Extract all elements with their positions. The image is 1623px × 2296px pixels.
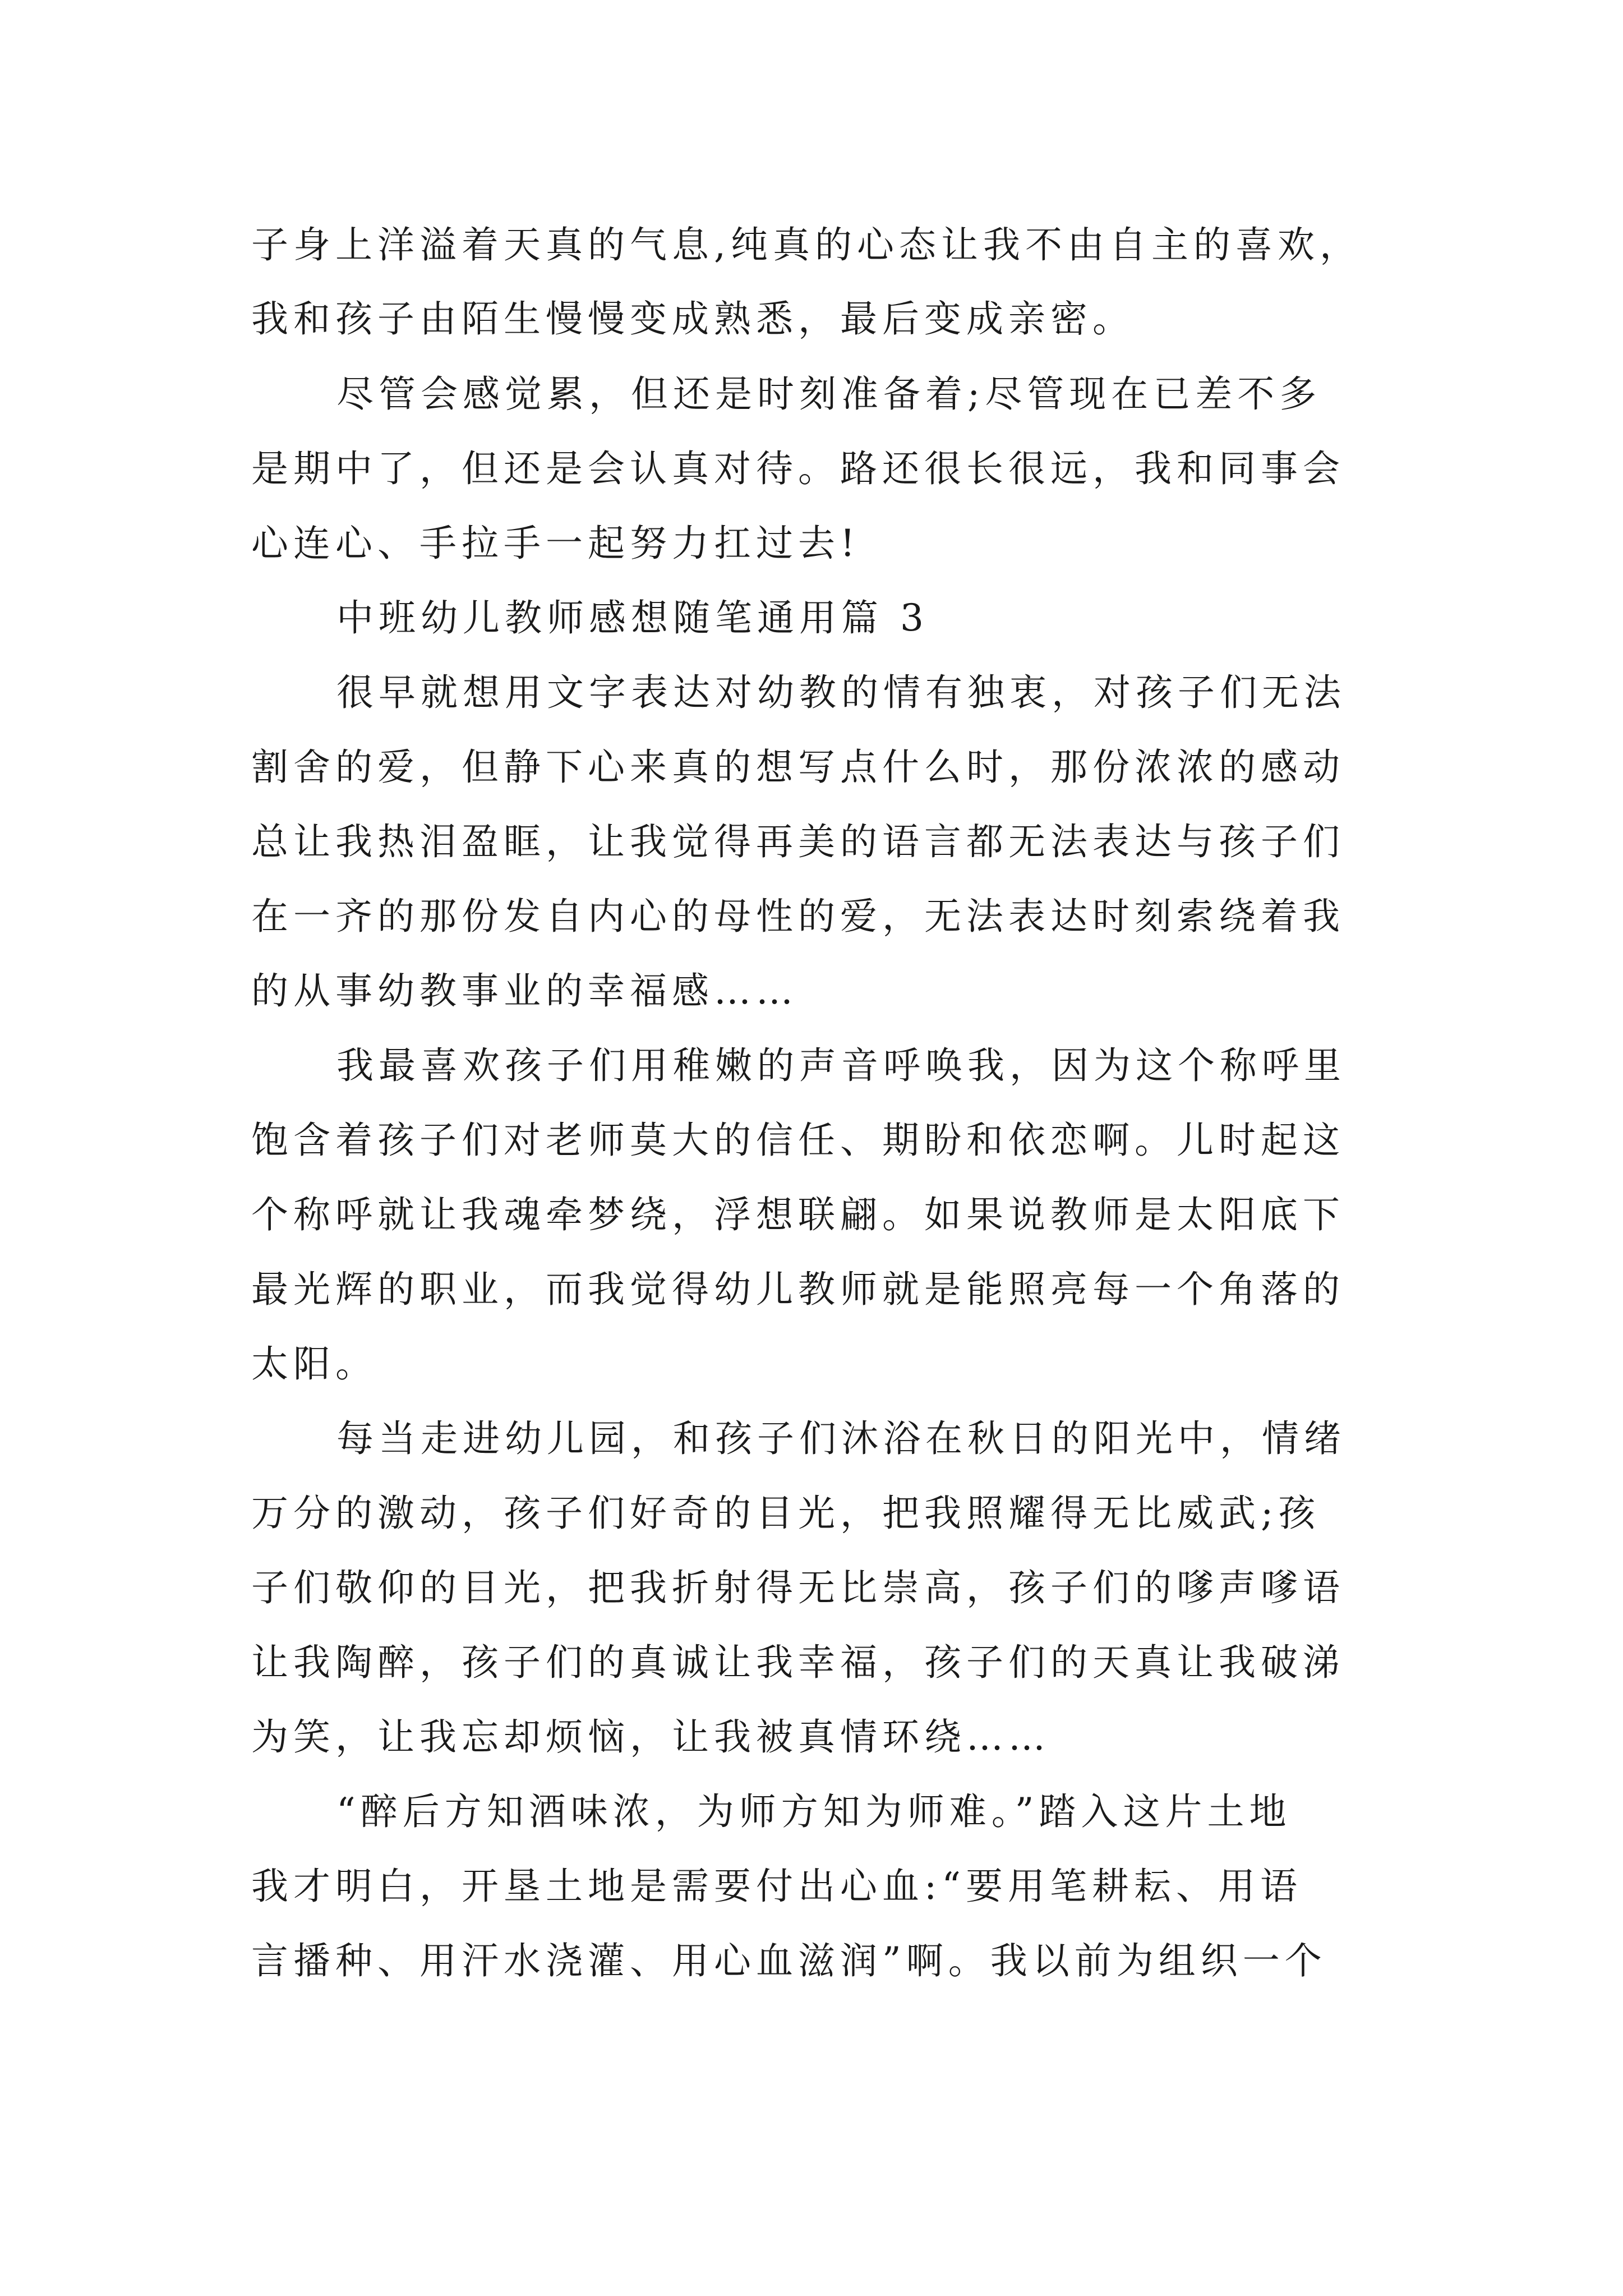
text-line: 让我陶醉，孩子们的真诚让我幸福，孩子们的天真让我破涕 <box>251 1641 1345 1684</box>
text-line: 我最喜欢孩子们用稚嫩的声音呼唤我，因为这个称呼里 <box>336 1044 1346 1087</box>
text-line: 在一齐的那份发自内心的母性的爱，无法表达时刻索绕着我 <box>251 895 1345 938</box>
text-line: 我才明白，开垦土地是需要付出心血:“要用笔耕耘、用语 <box>251 1865 1302 1908</box>
text-line: 言播种、用汗水浇灌、用心血滋润”啊。我以前为组织一个 <box>251 1939 1327 1982</box>
text-line: 很早就想用文字表达对幼教的情有独衷，对孩子们无法 <box>336 671 1346 714</box>
text-line: 尽管会感觉累，但还是时刻准备着;尽管现在已差不多 <box>336 372 1322 416</box>
text-line: “醉后方知酒味浓，为师方知为师难。”踏入这片土地 <box>336 1790 1292 1833</box>
text-line: 我和孩子由陌生慢慢变成熟悉，最后变成亲密。 <box>251 297 1135 341</box>
text-line: 为笑，让我忘却烦恼，让我被真情环绕…… <box>251 1715 1050 1759</box>
text-line: 每当走进幼儿园，和孩子们沐浴在秋日的阳光中，情绪 <box>336 1417 1346 1460</box>
text-line: 总让我热泪盈眶，让我觉得再美的语言都无法表达与孩子们 <box>251 820 1345 863</box>
text-line: 个称呼就让我魂牵梦绕，浮想联翩。如果说教师是太阳底下 <box>251 1193 1345 1236</box>
text-line: 割舍的爱，但静下心来真的想写点什么时，那份浓浓的感动 <box>251 746 1345 789</box>
text-line: 子们敬仰的目光，把我折射得无比崇高，孩子们的嗲声嗲语 <box>251 1566 1345 1609</box>
text-line: 饱含着孩子们对老师莫大的信任、期盼和依恋啊。儿时起这 <box>251 1119 1345 1162</box>
text-line: 最光辉的职业，而我觉得幼儿教师就是能照亮每一个角落的 <box>251 1268 1345 1311</box>
section-heading: 中班幼儿教师感想随笔通用篇 3 <box>336 596 929 639</box>
text-line: 子身上洋溢着天真的气息,纯真的心态让我不由自主的喜欢， <box>251 223 1362 266</box>
text-line: 万分的激动，孩子们好奇的目光，把我照耀得无比威武;孩 <box>251 1492 1321 1535</box>
text-line: 心连心、手拉手一起努力扛过去! <box>251 522 860 565</box>
text-line: 是期中了，但还是会认真对待。路还很长很远，我和同事会 <box>251 447 1345 490</box>
text-line: 太阳。 <box>251 1342 377 1386</box>
text-line: 的从事幼教事业的幸福感…… <box>251 969 798 1013</box>
